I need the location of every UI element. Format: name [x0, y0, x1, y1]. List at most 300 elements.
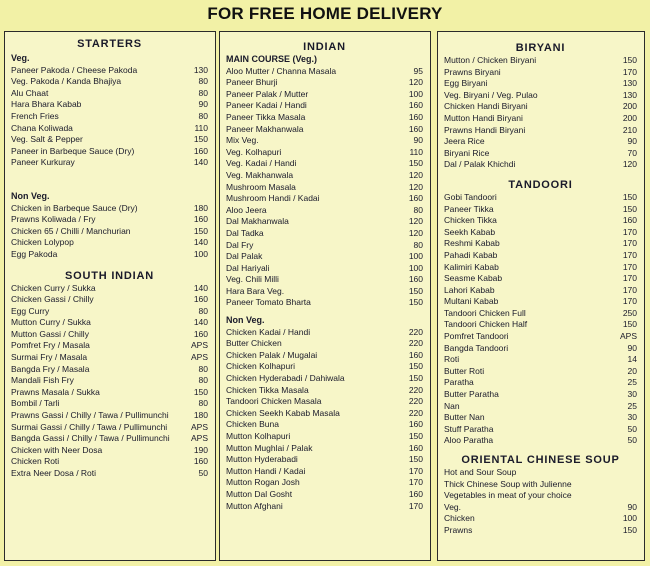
menu-item-name: Mutton Gassi / Chilly [11, 328, 89, 339]
menu-item [11, 88, 208, 100]
menu-item-name: Chicken Kadai / Handi [226, 326, 311, 337]
menu-item-name: Bangda Fry / Masala [11, 363, 90, 374]
section-heading: BIRYANI [515, 42, 566, 54]
menu-item [11, 76, 208, 88]
menu-item-price: 170 [622, 226, 637, 237]
menu-item-price: APS [190, 352, 208, 363]
menu-item [444, 238, 637, 250]
menu-item [226, 274, 423, 286]
menu-item [11, 203, 208, 215]
menu-item-price: 100 [193, 248, 208, 259]
menu-item-name: Mutton Hyderabadi [226, 454, 298, 465]
spacer [11, 261, 208, 269]
menu-item-price: 130 [622, 78, 637, 89]
menu-item-name: Veg. Salt & Pepper [11, 134, 83, 145]
menu-item-name: Mutton Dal Gosht [226, 488, 293, 499]
menu-item [11, 249, 208, 261]
menu-item-name: Multani Kabab [444, 296, 499, 307]
menu-item [226, 443, 423, 455]
menu-item-name: French Fries [11, 110, 59, 121]
menu-item-price: APS [190, 433, 208, 444]
menu-item [444, 366, 637, 378]
description-line: Thick Chinese Soup with Julienne [444, 478, 572, 489]
menu-item-name: Chicken in Barbeque Sauce (Dry) [11, 202, 138, 213]
menu-item-name: Butter Roti [444, 365, 485, 376]
menu-item-name: Chana Koliwada [11, 122, 73, 133]
menu-item-price: 25 [627, 400, 637, 411]
menu-item-price: 140 [193, 317, 208, 328]
menu-item [11, 468, 208, 480]
menu-item-price: 170 [622, 261, 637, 272]
menu-item-name: Hara Bara Veg. [226, 285, 285, 296]
menu-item-price: 50 [627, 435, 637, 446]
menu-item [444, 525, 637, 537]
menu-item [226, 100, 423, 112]
menu-item-name: Chicken Lolypop [11, 237, 74, 248]
menu-item-price: 150 [408, 454, 423, 465]
menu-item-name: Paneer in Barbeque Sauce (Dry) [11, 145, 135, 156]
menu-item [444, 343, 637, 355]
menu-item-price: 110 [194, 122, 208, 133]
menu-item [11, 352, 208, 364]
menu-item [11, 456, 208, 468]
menu-item-name: Mutton Afghani [226, 500, 283, 511]
menu-item-price: 150 [622, 203, 637, 214]
menu-item-name: Veg. [444, 501, 462, 512]
menu-item-price: 170 [622, 66, 637, 77]
menu-item-name: Tandoori Chicken Full [444, 307, 526, 318]
menu-item [226, 66, 423, 78]
menu-item-name: Chicken Roti [11, 456, 60, 467]
section-heading: SOUTH INDIAN [64, 269, 155, 282]
menu-item [444, 78, 637, 90]
menu-item-name: Bangda Gassi / Chilly / Tawa / Pullimunchi [11, 433, 170, 444]
menu-item-price: 150 [408, 285, 423, 296]
menu-item-name: Egg Biryani [444, 78, 488, 89]
menu-item-price: 90 [198, 99, 208, 110]
menu-item-price: APS [190, 340, 208, 351]
menu-item-name: Nan [444, 400, 460, 411]
menu-item-name: Surmai Gassi / Chilly / Tawa / Pullimunchi [11, 421, 168, 432]
menu-item-price: 30 [627, 412, 637, 423]
menu-item-price: 70 [627, 147, 637, 158]
menu-item-price: 80 [198, 363, 208, 374]
menu-item-price: APS [190, 421, 208, 432]
menu-item-price: 220 [408, 407, 423, 418]
menu-item-price: 90 [627, 136, 637, 147]
menu-item-price: 170 [408, 477, 423, 488]
menu-item [444, 159, 637, 171]
menu-item-name: Paneer Palak / Mutter [226, 88, 309, 99]
menu-item [444, 502, 637, 514]
menu-column-starters-south-indian [4, 31, 216, 561]
menu-item-name: Mushroom Masala [226, 181, 296, 192]
menu-item-name: Dal Palak [226, 251, 263, 262]
menu-item-price: 250 [622, 307, 637, 318]
menu-item-name: Chicken Palak / Mugalai [226, 349, 318, 360]
menu-item-name: Paneer Kurkuray [11, 157, 75, 168]
menu-item-price: 120 [408, 77, 423, 88]
menu-item-price: 160 [622, 215, 637, 226]
menu-item-price: 170 [408, 500, 423, 511]
menu-item-name: Surmai Fry / Masala [11, 352, 88, 363]
menu-item [444, 273, 637, 285]
menu-item [226, 77, 423, 89]
menu-item-price: 100 [408, 262, 423, 273]
menu-item-name: Veg. Chili Milli [226, 274, 279, 285]
menu-item [444, 354, 637, 366]
menu-item-name: Mutton Curry / Sukka [11, 317, 91, 328]
menu-item-name: Prawns Koliwada / Fry [11, 214, 96, 225]
menu-item-price: 150 [193, 386, 208, 397]
menu-item [226, 228, 423, 240]
menu-item-name: Pahadi Kabab [444, 249, 498, 260]
menu-item-name: Mutton / Chicken Biryani [444, 55, 537, 65]
menu-item [11, 111, 208, 123]
menu-item-name: Paneer Pakoda / Cheese Pakoda [11, 64, 138, 75]
menu-item-price: 220 [408, 384, 423, 395]
menu-item-name: Dal Hariyali [226, 262, 270, 273]
menu-item-name: Dal Makhanwala [226, 216, 289, 227]
menu-item [444, 412, 637, 424]
spacer [444, 32, 637, 41]
section-heading: TANDOORI [508, 178, 573, 191]
menu-item [444, 424, 637, 436]
menu-item-price: 160 [193, 456, 208, 467]
menu-item [444, 285, 637, 297]
menu-item-name: Kalimiri Kabab [444, 261, 499, 272]
menu-item [226, 251, 423, 263]
menu-item-name: Jeera Rice [444, 136, 485, 147]
menu-item-price: 210 [622, 124, 637, 135]
menu-item-price: 140 [193, 282, 208, 293]
menu-item [11, 329, 208, 341]
menu-item [444, 136, 637, 148]
description-line: Vegetables in meat of your choice [444, 490, 572, 501]
menu-item-name: Chicken with Neer Dosa [11, 444, 103, 455]
menu-item-name: Paneer Makhanwala [226, 123, 304, 134]
menu-item [11, 422, 208, 434]
menu-item [226, 408, 423, 420]
menu-item-price: 170 [622, 238, 637, 249]
menu-item-price: 100 [622, 513, 637, 524]
menu-item-name: Aloo Jeera [226, 204, 267, 215]
menu-item-name: Biryani Rice [444, 147, 490, 158]
menu-item-price: 150 [622, 319, 637, 330]
menu-item [444, 250, 637, 262]
menu-item-price: 100 [408, 88, 423, 99]
menu-item-price: 160 [408, 193, 423, 204]
menu-item [226, 454, 423, 466]
menu-item-price: 150 [408, 158, 423, 169]
menu-item [226, 419, 423, 431]
spacer [444, 171, 637, 178]
menu-item-name: Chicken Tikka Masala [226, 384, 309, 395]
menu-item [11, 398, 208, 410]
menu-item-name: Hara Bhara Kabab [11, 99, 82, 110]
menu-item-price: 180 [193, 410, 208, 421]
menu-item-name: Seekh Kabab [444, 226, 496, 237]
menu-item [444, 204, 637, 216]
menu-item-name: Dal Tadka [226, 227, 264, 238]
menu-item-price: 110 [409, 146, 423, 157]
menu-item-price: 150 [622, 524, 637, 535]
menu-item-name: Prawns [444, 524, 473, 535]
menu-item-name: Mutton Kolhapuri [226, 431, 291, 441]
menu-item [226, 373, 423, 385]
menu-item-price: 160 [193, 294, 208, 305]
menu-item-name: Chicken Curry / Sukka [11, 282, 96, 293]
menu-item-price: APS [619, 331, 637, 342]
menu-item-price: 120 [408, 216, 423, 227]
menu-item [226, 477, 423, 489]
menu-item [226, 327, 423, 339]
menu-item-name: Dal / Palak Khichdi [444, 159, 516, 170]
menu-item-price: 150 [408, 373, 423, 384]
menu-item-name: Veg. Kadai / Handi [226, 158, 297, 169]
menu-item-price: 170 [622, 296, 637, 307]
menu-item-name: Dal Fry [226, 239, 254, 250]
menu-item-price: 160 [193, 145, 208, 156]
menu-item-price: 160 [408, 111, 423, 122]
menu-item-name: Mutton Handi / Kadai [226, 465, 306, 476]
menu-item [226, 297, 423, 309]
menu-item-price: 220 [408, 338, 423, 349]
subsection-heading: Non Veg. [226, 315, 265, 326]
menu-item-price: 80 [413, 204, 423, 215]
menu-item-price: 200 [622, 112, 637, 123]
menu-item [226, 431, 423, 443]
menu-item-name: Extra Neer Dosa / Roti [11, 468, 97, 478]
menu-item [11, 375, 208, 387]
menu-item [226, 466, 423, 478]
menu-item-name: Egg Pakoda [11, 248, 58, 259]
menu-item-name: Bangda Tandoori [444, 342, 509, 353]
spacer [11, 169, 208, 191]
menu-item-name: Butter Nan [444, 412, 485, 423]
menu-item-price: 120 [622, 159, 637, 170]
menu-item-name: Paneer Tomato Bharta [226, 297, 311, 308]
description-line: Hot and Sour Soup [444, 467, 517, 477]
menu-item [444, 227, 637, 239]
menu-item [444, 101, 637, 113]
menu-item-name: Chicken Tikka [444, 215, 497, 226]
menu-item [226, 170, 423, 182]
menu-item [11, 364, 208, 376]
menu-item-price: 25 [627, 377, 637, 388]
menu-item-price: 80 [198, 87, 208, 98]
menu-item-name: Tandoori Chicken Half [444, 319, 528, 330]
menu-item [226, 193, 423, 205]
menu-item-price: 130 [193, 64, 208, 75]
menu-item [11, 433, 208, 445]
menu-item [226, 147, 423, 159]
menu-item-name: Alu Chaat [11, 87, 49, 98]
menu-item-price: 30 [627, 389, 637, 400]
menu-item-name: Prawns Masala / Sukka [11, 386, 100, 397]
menu-item [11, 306, 208, 318]
menu-item-price: 170 [622, 273, 637, 284]
menu-item-price: 80 [198, 110, 208, 121]
menu-item-name: Paneer Kadai / Handi [226, 100, 307, 111]
menu-item [11, 387, 208, 399]
section-heading: INDIAN [303, 41, 346, 53]
menu-item-name: Veg. Makhanwala [226, 169, 294, 180]
menu-item-price: 80 [198, 375, 208, 386]
menu-item [11, 317, 208, 329]
menu-item-name: Mix Veg. [226, 135, 259, 146]
menu-item [444, 113, 637, 125]
menu-item-name: Mutton Mughlai / Palak [226, 442, 313, 453]
menu-item-name: Chicken [444, 513, 475, 524]
subsection-heading: Non Veg. [11, 190, 50, 201]
menu-item-name: Chicken 65 / Chilli / Manchurian [11, 225, 131, 236]
menu-item [226, 396, 423, 408]
menu-item-price: 150 [408, 361, 423, 372]
menu-item [226, 124, 423, 136]
menu-item [226, 361, 423, 373]
menu-item-name: Mandali Fish Fry [11, 375, 74, 386]
menu-item [444, 331, 637, 343]
menu-item-name: Paneer Bhurji [226, 77, 278, 88]
menu-item-name: Butter Chicken [226, 338, 282, 349]
menu-item [444, 67, 637, 79]
menu-item-name: Aloo Mutter / Channa Masala [226, 65, 337, 76]
menu-item [444, 377, 637, 389]
menu-item [444, 125, 637, 137]
menu-item [226, 135, 423, 147]
menu-item-price: 160 [408, 274, 423, 285]
menu-item [226, 489, 423, 501]
menu-item-name: Veg. Pakoda / Kanda Bhajiya [11, 76, 122, 87]
menu-item-price: 90 [413, 135, 423, 146]
subsection-heading: MAIN COURSE (Veg.) [226, 54, 318, 64]
menu-item-price: 170 [622, 284, 637, 295]
menu-item-name: Veg. Kolhapuri [226, 146, 282, 157]
menu-item [444, 401, 637, 413]
menu-item-name: Chicken Seekh Kabab Masala [226, 407, 340, 418]
menu-item [226, 158, 423, 170]
menu-item [226, 350, 423, 362]
menu-item-name: Mushroom Handi / Kadai [226, 193, 320, 204]
menu-item-price: 140 [193, 157, 208, 168]
menu-item [226, 240, 423, 252]
menu-item-price: 90 [627, 342, 637, 353]
menu-item-price: 150 [193, 225, 208, 236]
menu-item-price: 220 [408, 326, 423, 337]
menu-item [444, 90, 637, 102]
menu-item-price: 95 [413, 65, 423, 76]
menu-item-name: Veg. Biryani / Veg. Pulao [444, 89, 538, 100]
menu-item [226, 216, 423, 228]
menu-item-name: Seasme Kabab [444, 273, 503, 284]
menu-item [226, 338, 423, 350]
menu-item-price: 140 [193, 237, 208, 248]
menu-item-price: 170 [622, 249, 637, 260]
menu-item [444, 215, 637, 227]
menu-item-price: 170 [408, 465, 423, 476]
menu-item-price: 50 [627, 423, 637, 434]
menu-item-price: 100 [408, 251, 423, 262]
menu-item [226, 263, 423, 275]
menu-item-price: 120 [408, 181, 423, 192]
menu-item [226, 385, 423, 397]
menu-item-price: 160 [408, 123, 423, 134]
menu-item-price: 160 [193, 328, 208, 339]
menu-item-name: Paneer Tikka [444, 203, 494, 214]
menu-item [11, 226, 208, 238]
spacer [226, 32, 423, 40]
menu-item [444, 148, 637, 160]
menu-item [11, 445, 208, 457]
menu-item-name: Mutton Rogan Josh [226, 477, 300, 488]
menu-item [11, 214, 208, 226]
subsection-heading: Veg. [11, 53, 30, 63]
menu-item-price: 50 [198, 468, 208, 478]
menu-item-name: Chicken Hyderabadi / Dahiwala [226, 373, 345, 384]
menu-item [444, 262, 637, 274]
menu-item-name: Roti [444, 354, 460, 365]
menu-item-name: Paratha [444, 377, 474, 388]
menu-item [11, 340, 208, 352]
menu-item-price: 80 [198, 305, 208, 316]
menu-item-price: 14 [627, 354, 637, 365]
menu-item [226, 205, 423, 217]
section-heading: STARTERS [77, 38, 142, 50]
menu-item-name: Chicken Handi Biryani [444, 101, 528, 112]
menu-item [444, 308, 637, 320]
menu-item-price: 80 [198, 76, 208, 87]
menu-item [444, 55, 637, 67]
menu-item [226, 501, 423, 513]
menu-item-name: Pomfret Fry / Masala [11, 340, 90, 351]
menu-item [11, 99, 208, 111]
menu-item-price: 160 [408, 419, 423, 430]
menu-item-price: 150 [408, 431, 423, 441]
menu-item-price: 190 [193, 444, 208, 455]
menu-item-price: 160 [408, 100, 423, 111]
menu-item-price: 180 [193, 202, 208, 213]
menu-item-price: 160 [408, 442, 423, 453]
menu-item-price: 80 [413, 239, 423, 250]
menu-item [11, 123, 208, 135]
menu-item [444, 389, 637, 401]
menu-item-name: Chicken Kolhapuri [226, 361, 295, 372]
page-title: FOR FREE HOME DELIVERY [207, 4, 443, 23]
menu-item [11, 237, 208, 249]
menu-item [11, 283, 208, 295]
menu-item-name: Pomfret Tandoori [444, 331, 509, 342]
menu-item [11, 65, 208, 77]
menu-item-name: Tandoori Chicken Masala [226, 396, 322, 407]
menu-item [444, 513, 637, 525]
menu-item-name: Prawns Biryani [444, 66, 501, 77]
menu-column-indian [219, 31, 431, 561]
menu-item-name: Chicken Buna [226, 419, 279, 430]
menu-item-price: 200 [622, 101, 637, 112]
menu-item [444, 435, 637, 447]
menu-item-name: Aloo Paratha [444, 435, 494, 446]
menu-item-name: Prawns Gassi / Chilly / Tawa / Pullimunchi [11, 410, 169, 421]
menu-item [11, 134, 208, 146]
menu-item-price: 130 [622, 89, 637, 100]
menu-item-name: Stuff Paratha [444, 423, 494, 434]
menu-item-price: 160 [408, 349, 423, 360]
menu-item [226, 182, 423, 194]
menu-item [444, 319, 637, 331]
menu-item-price: 120 [408, 227, 423, 238]
menu-item-price: 20 [627, 365, 637, 376]
